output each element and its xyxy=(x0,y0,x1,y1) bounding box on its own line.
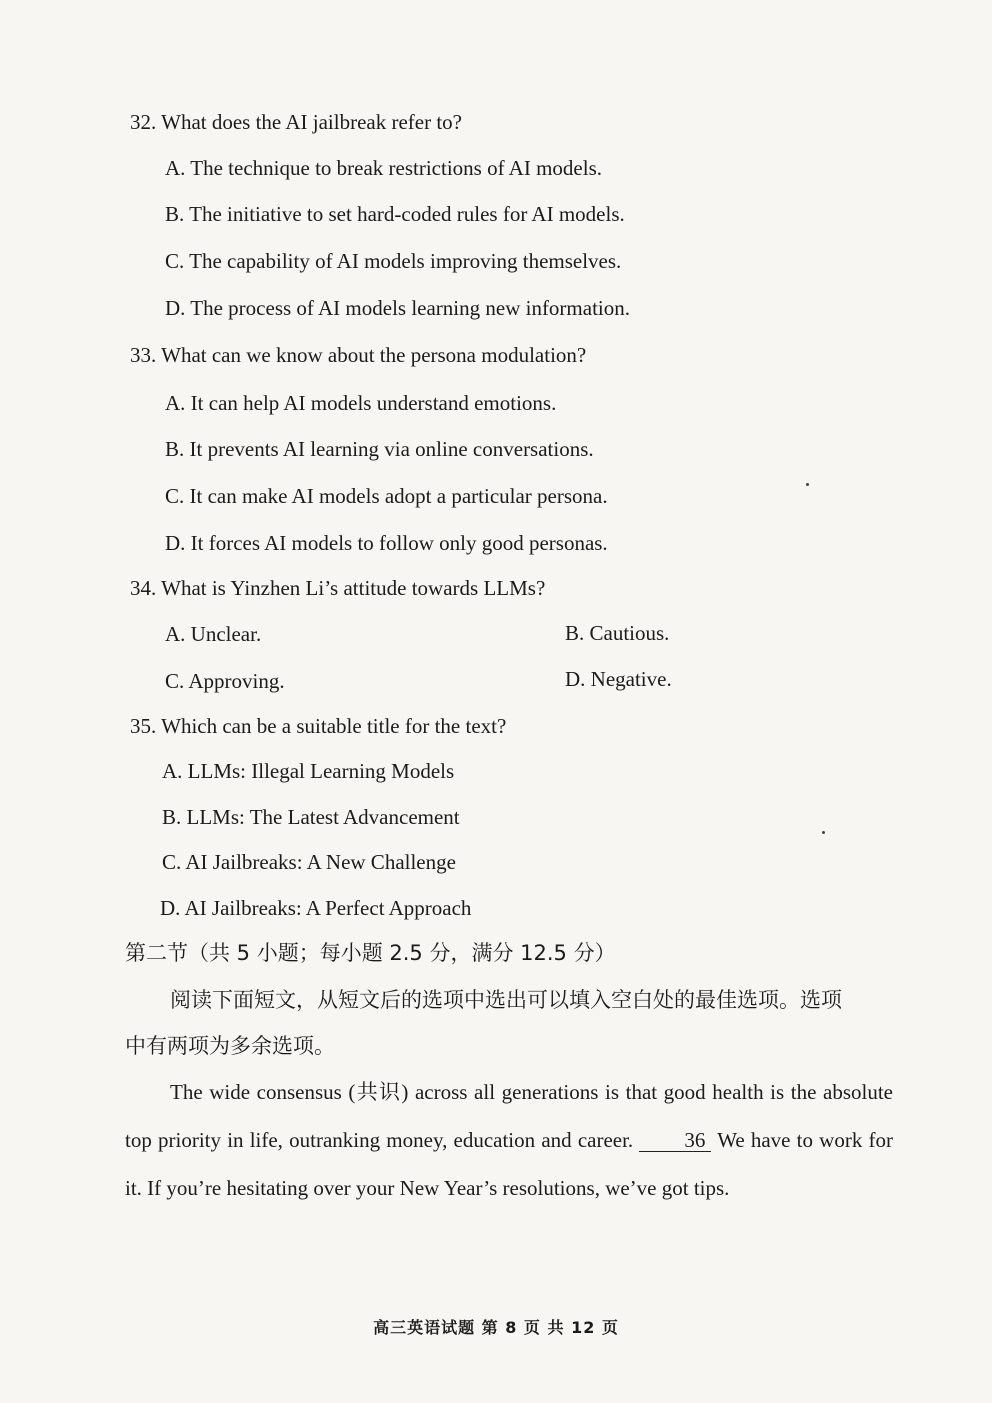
question-34-stem: 34. What is Yinzhen Li’s attitude towards LLMs? xyxy=(130,576,546,600)
question-35-option-b: B. LLMs: The Latest Advancement xyxy=(162,805,460,829)
question-33-option-a: A. It can help AI models understand emotions. xyxy=(165,391,557,415)
question-32-stem: 32. What does the AI jailbreak refer to? xyxy=(130,110,462,134)
passage-text-part1: The wide consensus (共识) across all generations is that good health is the absolute top priority in life, outranking money, education and career. xyxy=(125,1080,893,1152)
page-footer: 高三英语试题 第 8 页 共 12 页 xyxy=(373,1318,619,1337)
passage xyxy=(125,1068,893,1212)
section-2-instruction-line1: 阅读下面短文，从短文后的选项中选出可以填入空白处的最佳选项。选项 xyxy=(170,988,842,1012)
question-33-stem: 33. What can we know about the persona modulation? xyxy=(130,343,587,367)
question-34-option-c: C. Approving. xyxy=(165,669,285,693)
section-2-heading: 第二节（共 5 小题；每小题 2.5 分，满分 12.5 分） xyxy=(125,941,616,965)
question-33-option-d: D. It forces AI models to follow only good personas. xyxy=(165,531,608,555)
section-2-instruction-line2: 中有两项为多余选项。 xyxy=(125,1034,335,1058)
question-32-option-a: A. The technique to break restrictions of AI models. xyxy=(165,156,603,180)
scan-speck xyxy=(822,831,825,834)
question-35-option-d: D. AI Jailbreaks: A Perfect Approach xyxy=(160,896,472,920)
question-32-option-d: D. The process of AI models learning new information. xyxy=(165,296,631,320)
scan-speck xyxy=(806,483,809,486)
question-35-stem: 35. Which can be a suitable title for the text? xyxy=(130,714,507,738)
question-32-option-c: C. The capability of AI models improving themselves. xyxy=(165,249,622,273)
question-33-option-c: C. It can make AI models adopt a particular persona. xyxy=(165,484,608,508)
blank-36: 36 xyxy=(639,1129,711,1152)
question-35-option-c: C. AI Jailbreaks: A New Challenge xyxy=(162,850,456,874)
question-34-option-d: D. Negative. xyxy=(565,667,672,691)
passage-text-part2: We have to work for it. If you’re hesitating over your New Year’s resolutions, we’ve got tips. xyxy=(125,1128,893,1200)
question-34-option-a: A. Unclear. xyxy=(165,622,262,646)
question-34-option-b: B. Cautious. xyxy=(565,621,670,645)
question-32-option-b: B. The initiative to set hard-coded rules for AI models. xyxy=(165,202,625,226)
question-35-option-a: A. LLMs: Illegal Learning Models xyxy=(162,759,455,783)
question-33-option-b: B. It prevents AI learning via online conversations. xyxy=(165,437,594,461)
